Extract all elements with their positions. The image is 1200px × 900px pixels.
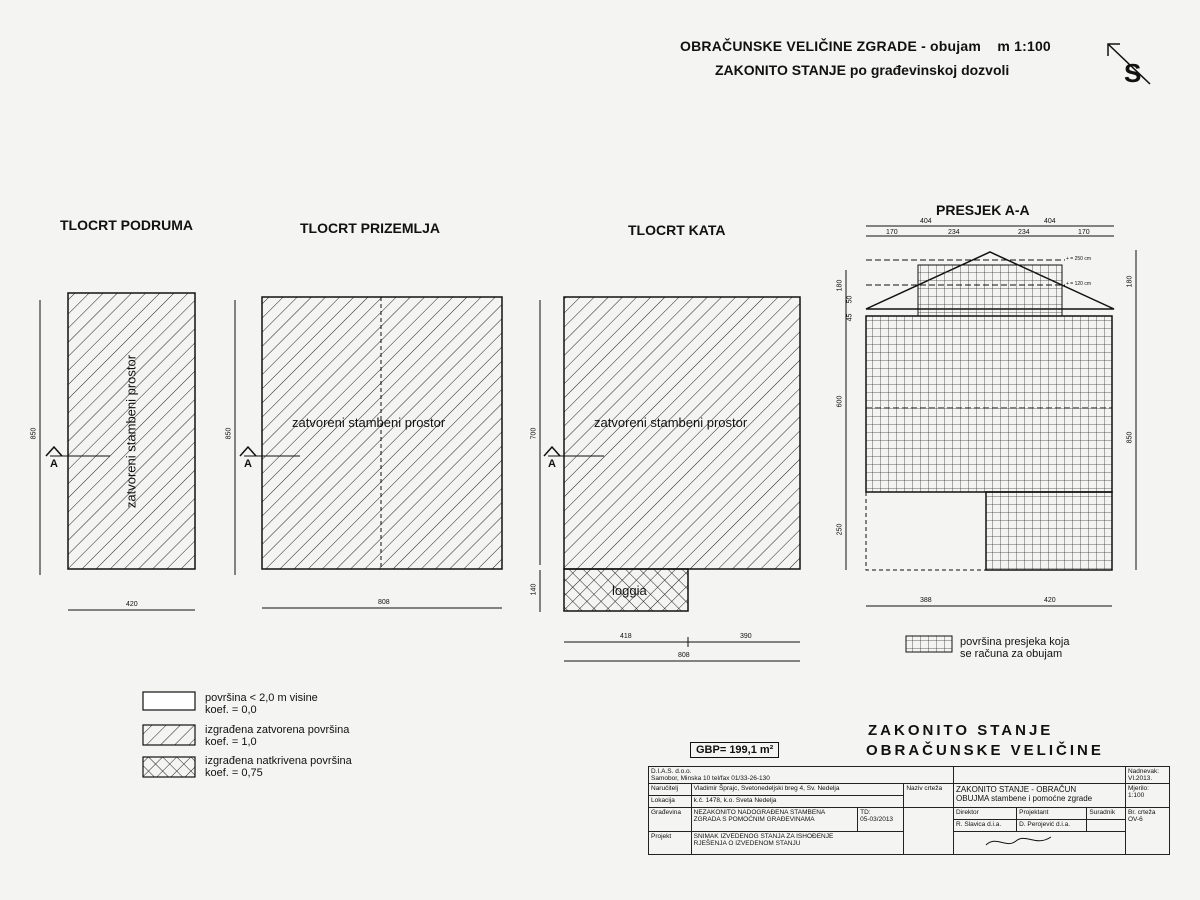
tb-suradnik: [1087, 820, 1126, 832]
ground-plan-title: TLOCRT PRIZEMLJA: [300, 220, 440, 236]
tb-company-address: Samobor, Minska 10 tel/fax 01/33-26-130: [651, 775, 770, 782]
tb-td-label: TD:: [860, 809, 871, 816]
ground-section-marker-icon: [240, 447, 256, 456]
ground-dim-left-label: 850: [225, 427, 233, 440]
floor-plan-title: TLOCRT KATA: [628, 222, 726, 238]
legend-item-cross: [205, 755, 352, 779]
legend-item-cross-line1: izgrađena natkrivena površina: [205, 755, 352, 767]
drawing-scale: m 1:100: [997, 38, 1051, 54]
legend-swatch-empty: [143, 692, 195, 710]
section-drawing: [846, 226, 1136, 652]
floor-label: zatvoreni stambeni prostor: [594, 415, 748, 430]
floor-section-marker: A: [548, 458, 556, 470]
tb-projekt-2: RJEŠENJA O IZVEDENOM STANJU: [693, 840, 801, 847]
basement-section-marker-icon: [46, 447, 62, 456]
ground-area: [262, 297, 502, 569]
section-legend-line1: površina presjeka koja: [960, 636, 1070, 648]
tb-mjerilo-label: Mjerilo:: [1127, 785, 1149, 792]
tb-narucitelj: Vladimir Šprajc, Svetonedeljski breg 4, Sv. Nedelja: [691, 784, 904, 796]
tb-narucitelj-label: Naručitelj: [649, 784, 692, 796]
tb-naziv-2: OBUJMA stambene i pomoćne zgrade: [956, 794, 1093, 803]
section-dim-outer-1: 404: [920, 218, 932, 225]
tb-direktor: R. Slavica d.i.a.: [954, 820, 1017, 832]
tb-projektant-label: Projektant: [1017, 808, 1087, 820]
level-label-b: + = 120 cm: [1066, 281, 1092, 287]
tb-naziv-1: ZAKONITO STANJE - OBRAČUN: [956, 785, 1077, 794]
tb-projekt-1: SNIMAK IZVEDENOG STANJA ZA ISHOĐENJE: [693, 833, 834, 840]
tb-nadnevak-cell: [1125, 767, 1169, 784]
legend-item-empty-line2: koef. = 0,0: [205, 704, 257, 716]
floor-plan: [540, 297, 800, 661]
tb-projektant: D. Perojević d.i.a.: [1017, 820, 1087, 832]
floor-dim-bottom-b-label: 390: [740, 633, 752, 640]
section-dim-bottom-2: 420: [1044, 597, 1056, 604]
basement-plan-title: TLOCRT PODRUMA: [60, 217, 193, 233]
section-legend-line2: se računa za obujam: [960, 648, 1063, 660]
ground-section-marker: A: [244, 458, 252, 470]
tb-empty-top: [954, 767, 1126, 784]
floor-dim-bottom-total-label: 808: [678, 652, 690, 659]
tb-direktor-label: Direktor: [954, 808, 1017, 820]
legend-item-hatch-line2: koef. = 1,0: [205, 736, 257, 748]
section-dim-left-2: 50: [846, 295, 854, 304]
tb-company: D.I.A.S. d.o.o.: [651, 768, 692, 775]
section-dim-right-2: 850: [1126, 431, 1134, 444]
drawing-subtitle: ZAKONITO STANJE po građevinskoj dozvoli: [715, 62, 1010, 78]
tb-lokacija: k.č. 1478, k.o. Sveta Nedelja: [691, 796, 904, 808]
section-legend-text: [960, 636, 1069, 660]
zakonito-title-2: OBRAČUNSKE VELIČINE: [866, 742, 1104, 759]
section-dim-bottom-1: 388: [920, 597, 932, 604]
tb-projekt-label: Projekt: [649, 832, 692, 855]
basement-dim-bottom-label: 420: [126, 601, 138, 608]
zakonito-title-1: ZAKONITO STANJE: [868, 722, 1054, 739]
basement-plan: [40, 293, 195, 610]
title-block: [648, 766, 1170, 855]
tb-gradevina-1: NEZAKONITO NADOGRAĐENA STAMBENA: [693, 809, 826, 816]
section-dim-left-3: 45: [846, 313, 854, 322]
tb-empty-mid: [904, 808, 954, 855]
tb-broj-cell: [1125, 808, 1169, 855]
section-dim-top-3: 234: [1018, 229, 1030, 236]
legend-item-cross-line2: koef. = 0,75: [205, 767, 263, 779]
tb-broj-label: Br. crteža: [1127, 809, 1156, 816]
basement-dim-left-label: 850: [30, 427, 38, 440]
ground-plan: [235, 297, 502, 608]
floor-section-marker-icon: [544, 447, 560, 456]
tb-mjerilo: 1:100: [1127, 792, 1145, 799]
legend-item-hatch-line1: izgrađena zatvorena površina: [205, 724, 350, 736]
section-dim-left-1: 180: [836, 279, 844, 292]
tb-broj: OV-6: [1127, 816, 1143, 823]
tb-signature-cell: [954, 832, 1126, 855]
tb-company-cell: [649, 767, 954, 784]
tb-gradevina-cell: [691, 808, 858, 832]
basement-section-marker: A: [50, 458, 58, 470]
section-dim-left-5: 250: [836, 523, 844, 536]
tb-gradevina-2: ZGRADA S POMOĆNIM GRAĐEVINAMA: [693, 816, 815, 823]
tb-mjerilo-cell: [1125, 784, 1169, 808]
floor-area: [564, 297, 800, 569]
section-basement-empty: [866, 492, 986, 570]
floor-dim-left-label: 700: [530, 427, 538, 440]
tb-nadnevak: VI.2013.: [1127, 775, 1153, 782]
drawing-title-text: OBRAČUNSKE VELIČINE ZGRADE - obujam: [680, 38, 982, 54]
signature-icon: [956, 833, 1076, 851]
section-dim-top-4: 170: [1078, 229, 1090, 236]
ground-dim-bottom-label: 808: [378, 599, 390, 606]
tb-gradevina-label: Građevina: [649, 808, 692, 832]
legend-item-empty: [205, 692, 318, 716]
north-label: S: [1124, 58, 1142, 88]
legend-swatch-hatch: [143, 725, 195, 745]
tb-naziv-label: Naziv crteža: [904, 784, 954, 808]
tb-td: 05-03/2013: [860, 816, 894, 823]
section-dim-left-4: 600: [836, 395, 844, 408]
legend-item-hatch: [205, 724, 349, 748]
legend-swatch-cross: [143, 757, 195, 777]
tb-lokacija-label: Lokacija: [649, 796, 692, 808]
tb-suradnik-label: Suradnik: [1087, 808, 1126, 820]
gbp-value: GBP= 199,1 m²: [690, 742, 779, 758]
section-dim-outer-2: 404: [1044, 218, 1056, 225]
section-dim-right-1: 180: [1126, 275, 1134, 288]
basement-label: zatvoreni stambeni prostor: [123, 354, 139, 509]
ground-label: zatvoreni stambeni prostor: [292, 415, 446, 430]
section-title: PRESJEK A-A: [936, 202, 1030, 218]
loggia-label: loggia: [612, 583, 647, 598]
legend-item-empty-line1: površina < 2,0 m visine: [205, 692, 318, 704]
floor-dim-bottom-a-label: 418: [620, 633, 632, 640]
tb-td-cell: [858, 808, 904, 832]
loggia-dim-left-label: 140: [530, 583, 538, 596]
section-basement-grid: [986, 492, 1112, 570]
level-label-a: + = 250 cm: [1066, 256, 1092, 262]
section-dim-top-2: 234: [948, 229, 960, 236]
section-dim-top-1: 170: [886, 229, 898, 236]
section-legend-swatch: [906, 636, 952, 652]
attic-grid-area: [918, 265, 1062, 316]
tb-projekt-cell: [691, 832, 904, 855]
tb-nadnevak-label: Nadnevak:: [1127, 768, 1160, 775]
tb-naziv-cell: [954, 784, 1126, 808]
section-body-upper: [866, 316, 1112, 492]
